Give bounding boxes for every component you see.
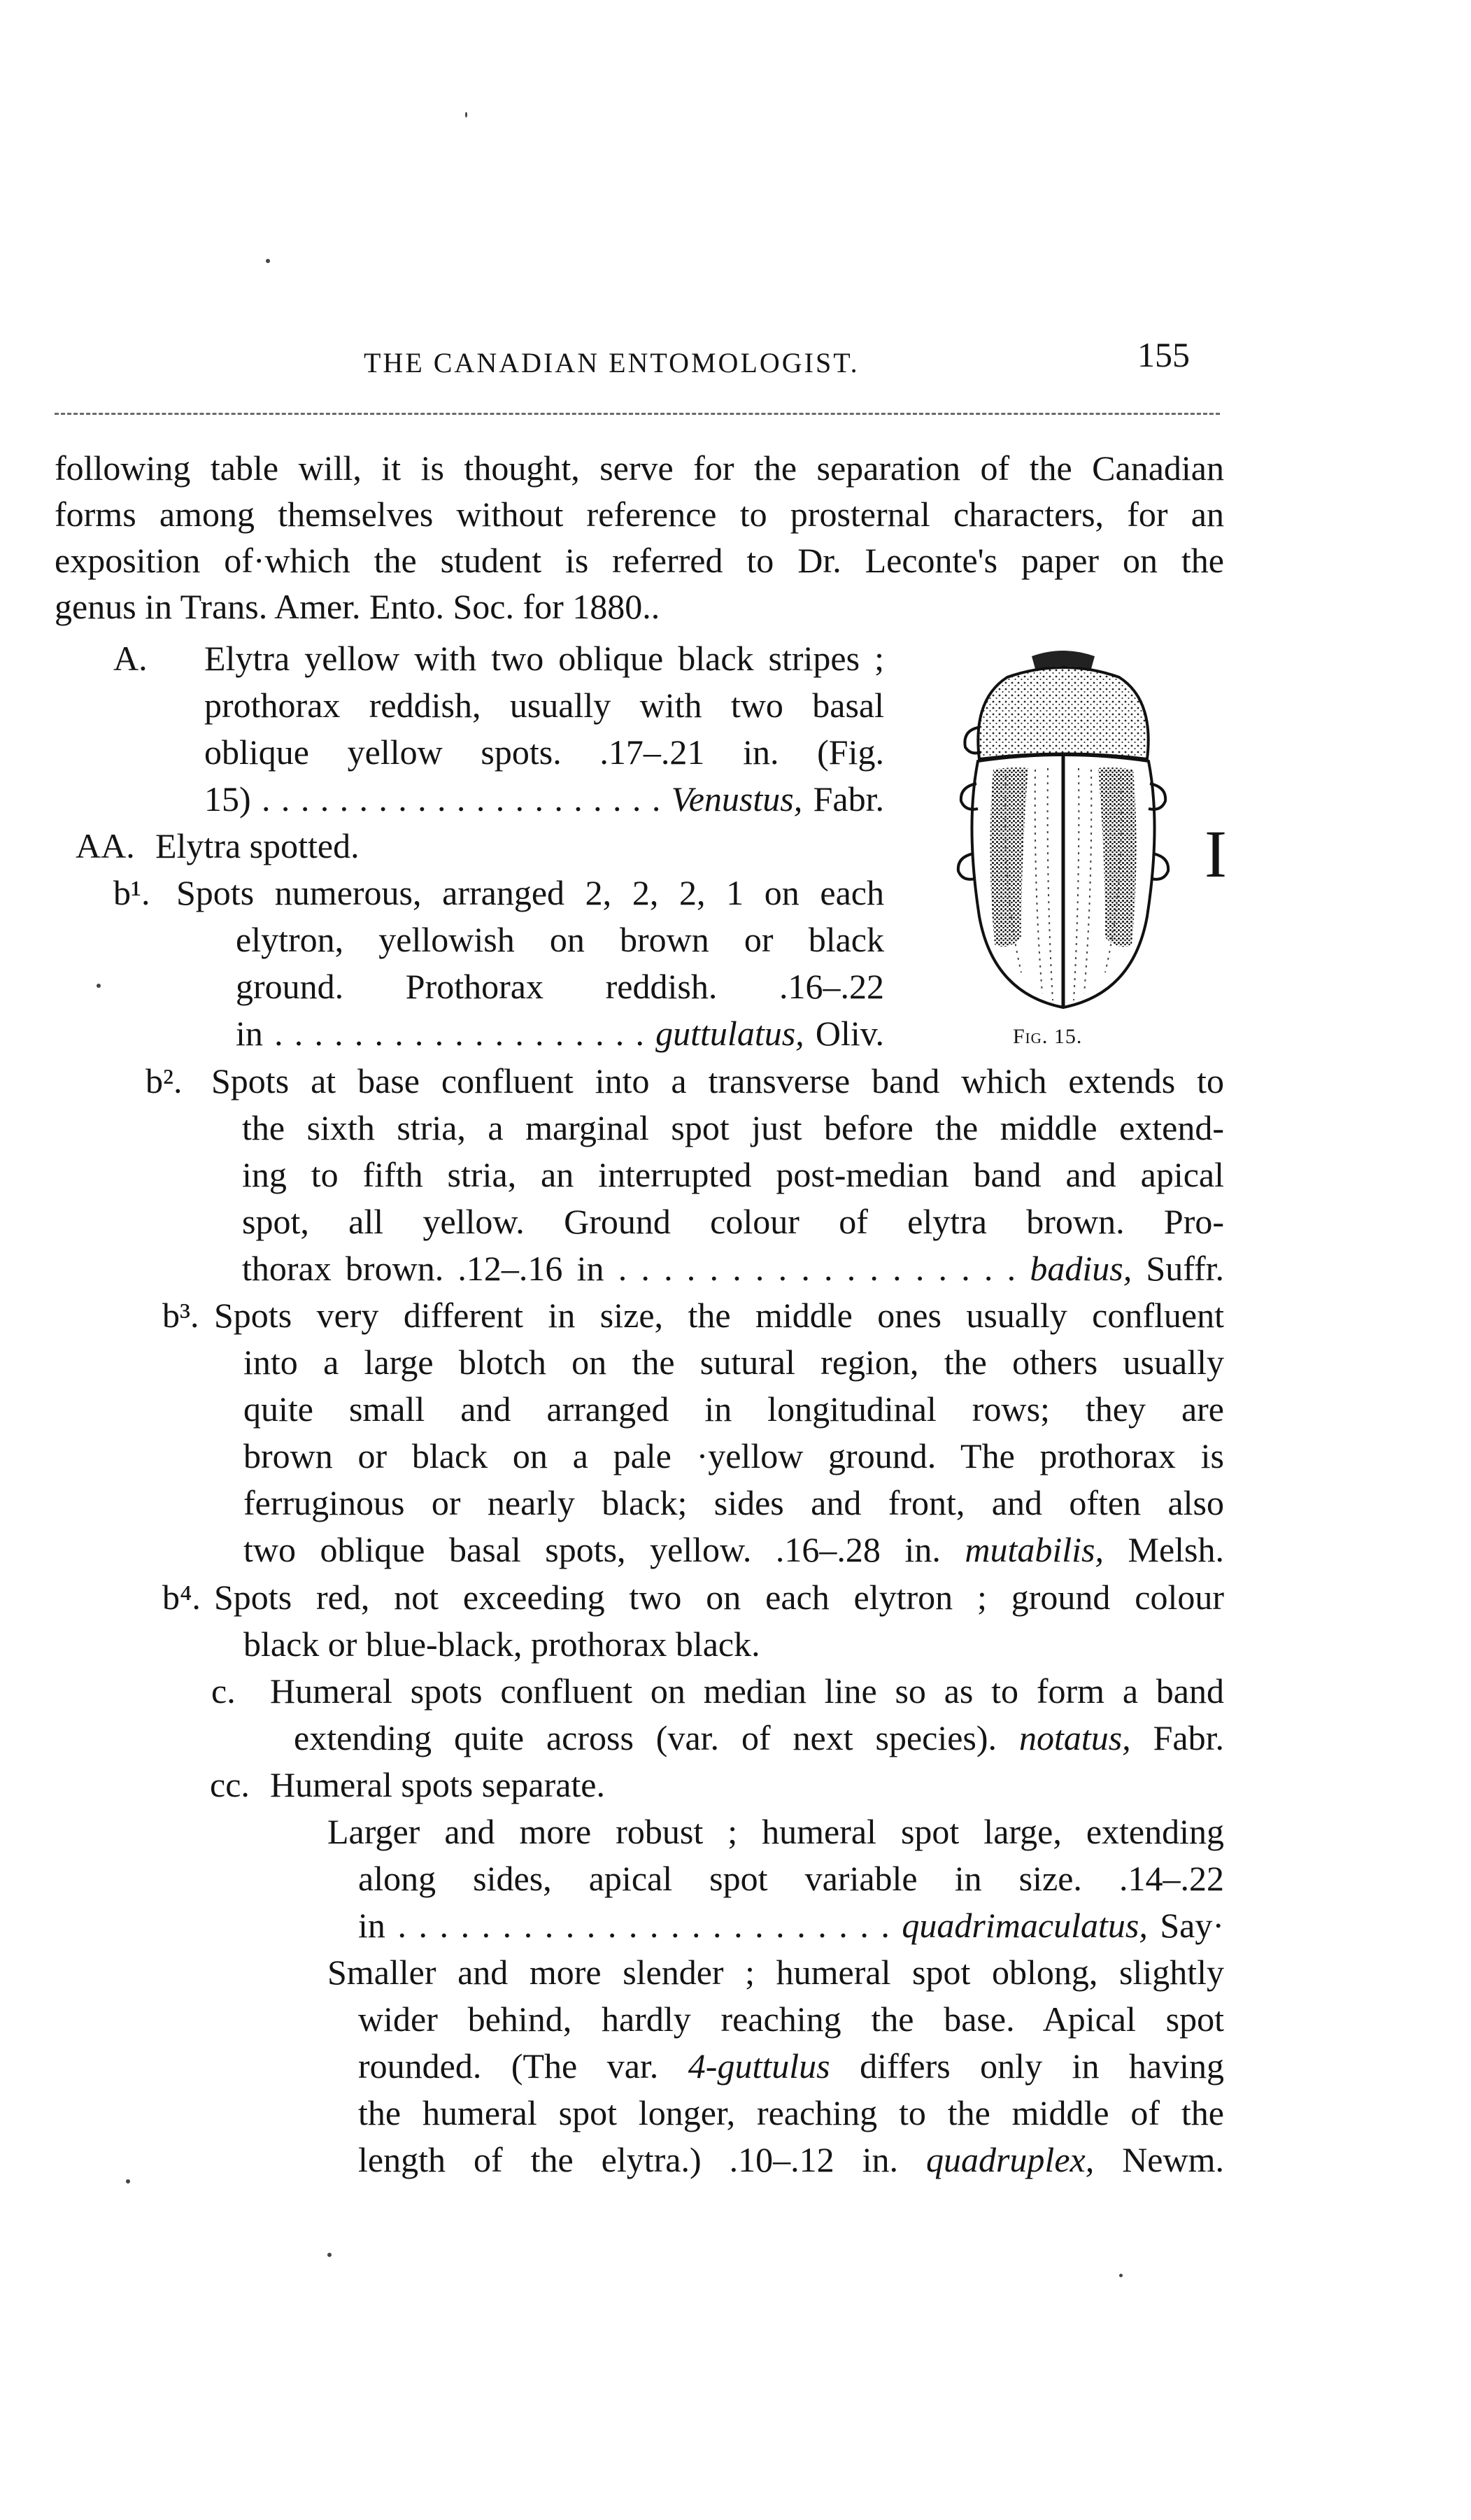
key-line: oblique yellow spots. .17–.21 in. (Fig. bbox=[204, 732, 884, 772]
key-line: brown or black on a pale ·yellow ground. The prothorax is bbox=[243, 1436, 1224, 1475]
key-prefix: 15) bbox=[204, 779, 251, 819]
species-name: guttulatus, bbox=[655, 1014, 804, 1053]
intro-line: genus in Trans. Amer. Ento. Soc. for 1880.. bbox=[55, 587, 660, 626]
key-prefix: in bbox=[236, 1014, 263, 1053]
key-line: along sides, apical spot variable in size. .14–.22 bbox=[358, 1859, 1224, 1898]
print-speck bbox=[327, 2253, 332, 2257]
figure-15 bbox=[916, 644, 1210, 1077]
key-label-c: c. bbox=[211, 1671, 236, 1711]
print-speck bbox=[126, 2179, 130, 2183]
key-entry-b3 bbox=[214, 1292, 1224, 1573]
key-label-b1: b¹. bbox=[113, 873, 150, 912]
leader-dots: . . . . . . . . . . . . . . . . . . . . . bbox=[262, 779, 661, 819]
key-prefix: rounded. (The var. bbox=[358, 2046, 659, 2086]
key-line: wider behind, hardly reaching the base. Apical spot bbox=[358, 1999, 1224, 2039]
key-line: elytron, yellowish on brown or black bbox=[236, 920, 884, 959]
beetle-icon bbox=[916, 644, 1210, 1035]
key-last-line bbox=[358, 1902, 1224, 1949]
key-last-line bbox=[242, 1245, 1224, 1292]
header-rule bbox=[55, 413, 1220, 415]
species-name: quadrimaculatus, bbox=[902, 1906, 1148, 1945]
key-line bbox=[358, 2043, 1224, 2090]
key-last-line bbox=[236, 1010, 884, 1057]
intro-line: following table will, it is thought, serve for the separation of the Canadian bbox=[55, 448, 1224, 488]
key-entry-larger bbox=[327, 1808, 1224, 1949]
author-name: Oliv. bbox=[815, 1014, 885, 1053]
print-speck bbox=[266, 259, 270, 263]
figure-caption: Fig. 15. bbox=[1013, 1025, 1083, 1048]
author-name: Fabr. bbox=[1153, 1718, 1224, 1757]
page-number: 155 bbox=[1137, 335, 1190, 374]
key-line: ferruginous or nearly black; sides and front, and often also bbox=[243, 1483, 1224, 1522]
figure-scale-mark: I bbox=[1204, 816, 1227, 891]
key-prefix: length of the elytra.) .10–.12 in. bbox=[358, 2140, 898, 2179]
key-label-b3: b³. bbox=[162, 1296, 199, 1335]
key-entry-b4 bbox=[214, 1574, 1224, 1668]
key-line: the sixth stria, a marginal spot just before the middle extend- bbox=[242, 1108, 1224, 1147]
species-name: notatus, bbox=[1018, 1718, 1131, 1757]
key-line: the humeral spot longer, reaching to the middle of the bbox=[358, 2093, 1224, 2132]
key-line: Larger and more robust ; humeral spot large, extending bbox=[327, 1812, 1224, 1851]
key-line: ing to fifth stria, an interrupted post-median band and apical bbox=[242, 1155, 1224, 1194]
key-last-line bbox=[243, 1527, 1224, 1573]
key-prefix: two oblique basal spots, yellow. .16–.28 in. bbox=[243, 1530, 941, 1569]
leader-dots: . . . . . . . . . . . . . . . . . . . bbox=[274, 1014, 644, 1053]
key-line: Spots red, not exceeding two on each elytron ; ground colour bbox=[214, 1578, 1224, 1617]
leader-dots: . . . . . . . . . . . . . . . . . . . . . . . . bbox=[397, 1906, 890, 1945]
key-line: Spots numerous, arranged 2, 2, 2, 1 on each bbox=[176, 873, 884, 912]
key-line: Humeral spots confluent on median line so as to form a band bbox=[270, 1671, 1224, 1711]
key-suffix: differs only in having bbox=[860, 2046, 1225, 2086]
key-entry-cc: Humeral spots separate. bbox=[270, 1765, 606, 1804]
key-entry-A bbox=[204, 635, 884, 823]
key-label-b2: b². bbox=[145, 1061, 183, 1100]
key-line: into a large blotch on the sutural region, the others usually bbox=[243, 1343, 1224, 1382]
species-name: mutabilis, bbox=[965, 1530, 1104, 1569]
intro-paragraph bbox=[55, 445, 1224, 630]
key-label-AA: AA. bbox=[76, 826, 135, 865]
key-entry-c bbox=[270, 1668, 1224, 1762]
key-last-line bbox=[204, 776, 884, 823]
leader-dots: . . . . . . . . . . . . . . . . . . bbox=[618, 1249, 1016, 1288]
key-last-line bbox=[294, 1715, 1224, 1762]
intro-line: exposition of·which the student is referred to Dr. Leconte's paper on the bbox=[55, 541, 1224, 580]
variety-name: 4-guttulus bbox=[688, 2046, 830, 2086]
key-label-b4: b⁴. bbox=[162, 1578, 201, 1617]
key-entry-b1 bbox=[176, 870, 885, 1057]
key-prefix: in bbox=[358, 1906, 385, 1945]
print-speck bbox=[1119, 2274, 1123, 2277]
key-line: black or blue-black, prothorax black. bbox=[243, 1624, 760, 1664]
key-line: spot, all yellow. Ground colour of elytra brown. Pro- bbox=[242, 1202, 1224, 1241]
key-last-line bbox=[358, 2137, 1224, 2183]
species-name: quadruplex, bbox=[925, 2140, 1095, 2179]
key-line: Spots very different in size, the middle ones usually confluent bbox=[214, 1296, 1224, 1335]
key-line: Spots at base confluent into a transverse band which extends to bbox=[211, 1061, 1224, 1100]
key-prefix: thorax brown. .12–.16 in bbox=[242, 1249, 604, 1288]
key-line: Smaller and more slender ; humeral spot oblong, slightly bbox=[327, 1953, 1224, 1992]
key-line: quite small and arranged in longitudinal rows; they are bbox=[243, 1389, 1224, 1429]
intro-line: forms among themselves without reference to prosternal characters, for an bbox=[55, 495, 1224, 534]
print-speck bbox=[97, 984, 101, 988]
key-label-A: A. bbox=[113, 639, 148, 678]
key-line: ground. Prothorax reddish. .16–.22 bbox=[236, 967, 884, 1006]
key-label-cc: cc. bbox=[210, 1765, 250, 1804]
species-name: Venustus, bbox=[671, 779, 803, 819]
key-entry-AA: Elytra spotted. bbox=[155, 826, 360, 865]
key-prefix: extending quite across (var. of next species). bbox=[294, 1718, 997, 1757]
author-name: Melsh. bbox=[1128, 1530, 1224, 1569]
species-name: badius, bbox=[1030, 1249, 1132, 1288]
key-entry-smaller bbox=[327, 1949, 1224, 2183]
author-name: Fabr. bbox=[813, 779, 885, 819]
print-speck bbox=[465, 112, 467, 118]
running-title: THE CANADIAN ENTOMOLOGIST. bbox=[364, 347, 860, 378]
author-name: Say· bbox=[1160, 1906, 1225, 1945]
author-name: Suffr. bbox=[1146, 1249, 1225, 1288]
author-name: Newm. bbox=[1122, 2140, 1224, 2179]
key-line: prothorax reddish, usually with two basal bbox=[204, 686, 884, 725]
key-line: Elytra yellow with two oblique black stripes ; bbox=[204, 639, 884, 678]
key-entry-b2 bbox=[211, 1058, 1224, 1292]
